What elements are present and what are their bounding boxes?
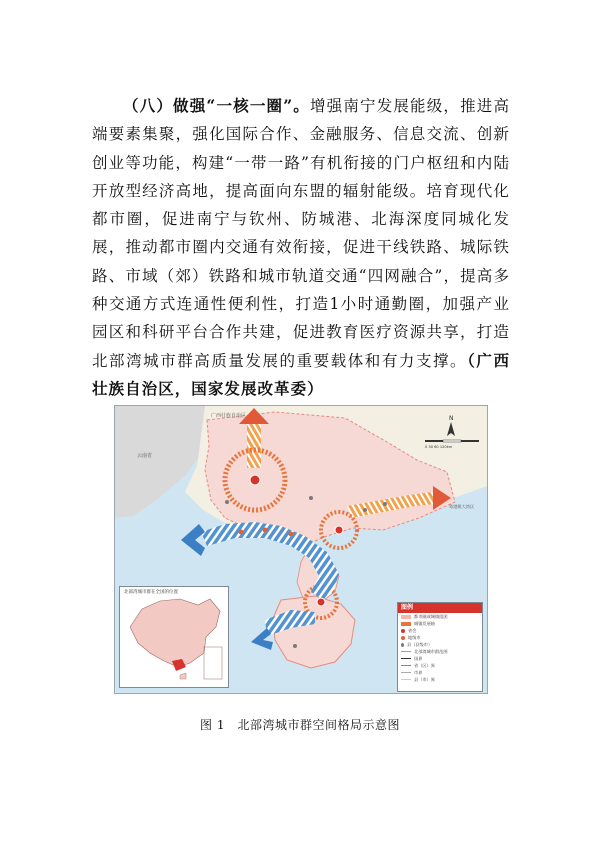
zhanjiang-city (335, 526, 343, 534)
east-region-label: 粤港澳大湾区 (449, 504, 475, 509)
legend-item (398, 662, 482, 669)
haikou-city (317, 598, 325, 606)
legend-label: 省会 (408, 627, 417, 633)
legend-item (398, 634, 482, 641)
county-city (383, 502, 387, 506)
qinzhou-city (263, 528, 268, 533)
legend-label: 都市圈或城镇组团 (414, 613, 448, 619)
legend-label: 市界 (414, 669, 423, 675)
legend-label: 县（市）界 (414, 676, 435, 682)
legend-swatch (401, 636, 405, 640)
nanning-city (250, 475, 260, 485)
section-heading: （八）做强“一核一圈”。 (123, 96, 310, 115)
legend-item (398, 676, 482, 683)
legend-item (398, 627, 482, 634)
spatial-pattern-map (114, 405, 488, 694)
beihai-city (289, 532, 294, 537)
legend-swatch (401, 622, 411, 626)
legend-swatch (401, 658, 411, 659)
legend-label: 城镇发展轴 (414, 620, 435, 626)
scale-bar (425, 440, 479, 442)
legend-swatch (401, 672, 411, 673)
legend-swatch (401, 679, 411, 680)
fangchenggang-city (239, 530, 244, 535)
map-legend (397, 602, 483, 692)
legend-item (398, 669, 482, 676)
legend-label: 县（县级市） (407, 641, 433, 647)
legend-item (398, 620, 482, 627)
legend-item (398, 655, 482, 662)
top-region-label: 广西壮族自治区 (211, 413, 247, 419)
compass-letter: N (449, 415, 454, 422)
inset-title: 北部湾城市群在全国的位置 (124, 590, 178, 595)
county-city (363, 508, 367, 512)
body-paragraph (92, 92, 510, 403)
legend-swatch (401, 665, 411, 666)
county-city (293, 644, 297, 648)
left-region-label: 云南省 (137, 453, 153, 459)
source-note: （广西壮族自治区，国家发展改革委） (92, 350, 510, 398)
legend-swatch (401, 643, 404, 647)
legend-swatch (401, 651, 411, 652)
figure-caption: 图 1 北部湾城市群空间格局示意图 (200, 718, 400, 732)
china-outline (120, 587, 228, 687)
legend-item (398, 648, 482, 655)
legend-title: 图例 (398, 603, 482, 613)
legend-item (398, 641, 482, 648)
legend-swatch (401, 615, 411, 619)
legend-label: 省（区）界 (414, 662, 435, 668)
legend-swatch (401, 629, 405, 633)
body-text: 增强南宁发展能级，推进高端要素集聚，强化国际合作、金融服务、信息交流、创新创业等功能，构建“一带一路”有机衔接的门户枢纽和内陆开放型经济高地，提高面向东盟的辐射能级。培育现代化都市圈，促进南宁与钦州、防城港、北海深度同城化发展，推动都市圈内交通有效衔接，促进干线铁路、城际铁路、市域（郊）铁路和城市轨道交通“四网融合”，提高多种交通方式连通性便利性，打造1小时通勤圈，加强产业园区和科研平台合作共建，促进教育医疗资源共享，打造北部湾城市群高质量发展的重要载体和有力支撑。 (92, 97, 510, 370)
county-city (225, 500, 229, 504)
north-axis (247, 420, 261, 468)
legend-label: 国界 (414, 655, 423, 661)
county-city (309, 496, 313, 500)
legend-item (398, 613, 482, 620)
legend-label: 北部湾城市群范围 (414, 648, 448, 654)
location-inset-map (119, 586, 229, 688)
scale-label: 0 30 60 120km (425, 445, 453, 449)
legend-label: 地级市 (408, 634, 421, 640)
